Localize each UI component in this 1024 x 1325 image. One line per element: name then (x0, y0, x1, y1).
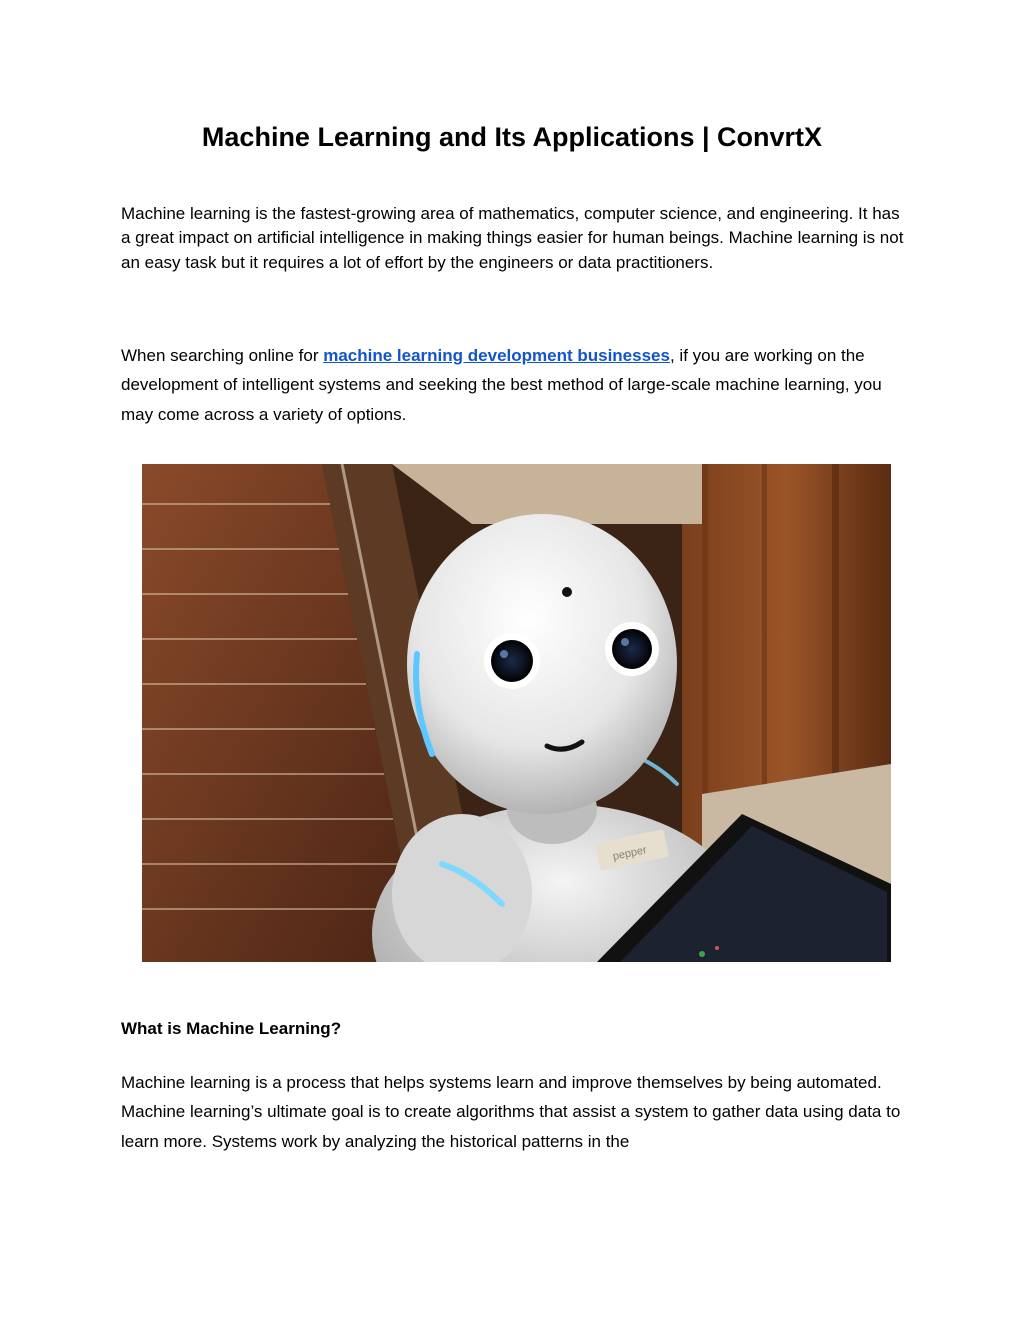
robot-photo (142, 464, 891, 962)
search-paragraph-lead: When searching online for (121, 346, 324, 365)
intro-paragraph: Machine learning is the fastest-growing area of mathematics, computer science, and engineering. It has a great impact on artificial intelligence in making things easier for human beings. Machine learning is not an easy task but it requires a lot of effort by the engineers or data practitioners. (121, 204, 904, 272)
page-title: Machine Learning and Its Applications | ConvrtX (201, 122, 823, 152)
section-paragraph: Machine learning is a process that helps systems learn and improve themselves by being automated. Machine learning’s ultimate goal is to create algorithms that assist a system to gather data using data to learn more. Systems work by analyzing the historical patterns in the (121, 1073, 901, 1151)
search-paragraph (121, 341, 911, 429)
robot-photo-illustration (142, 464, 891, 962)
section-heading: What is Machine Learning? (121, 1019, 342, 1038)
robot-name-badge: pepper (611, 844, 648, 863)
search-paragraph-tail: , if you are working on the development of intelligent systems and seeking the best method of large-scale machine learning, you may come across a variety of options. (121, 346, 882, 424)
ml-development-link[interactable]: machine learning development businesses (323, 346, 670, 365)
